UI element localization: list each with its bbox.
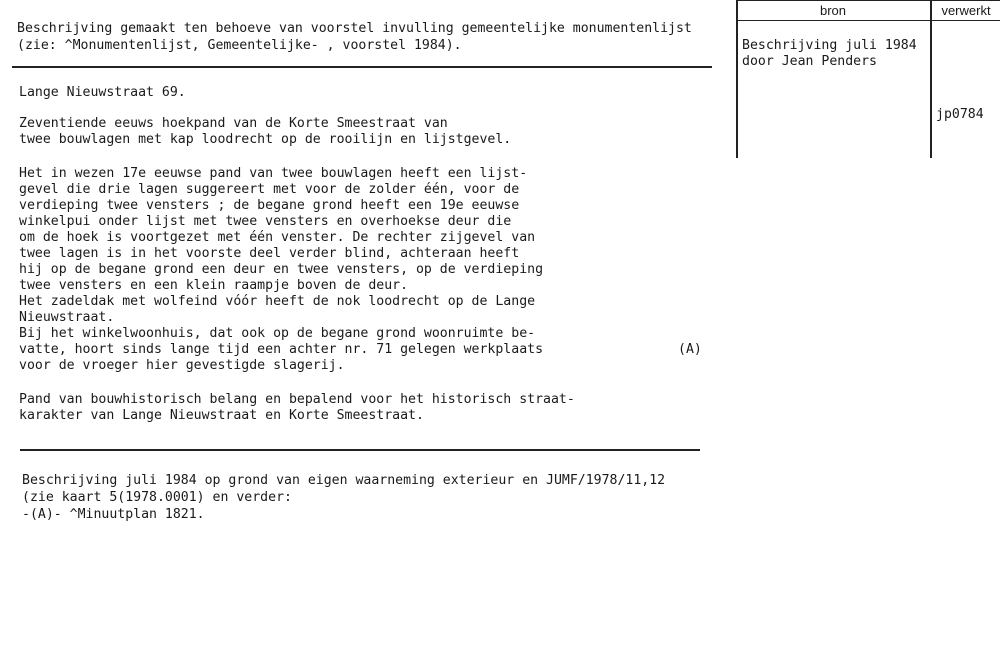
description-line-9: Het zadeldak met wolfeind vóór heeft de nok loodrecht op de Lange	[19, 294, 536, 309]
side-table-top-border	[736, 0, 1000, 1]
bron-line-2: door Jean Penders	[742, 54, 877, 69]
conclusion-line-1: Pand van bouwhistorisch belang en bepalend voor het historisch straat-	[19, 392, 575, 407]
footer-line-1: Beschrijving juli 1984 op grond van eigen waarneming exterieur en JUMF/1978/11,12	[22, 473, 666, 488]
bron-column-header: bron	[819, 3, 847, 18]
description-line-11: Bij het winkelwoonhuis, dat ook op de begane grond woonruimte be-	[19, 326, 536, 341]
intro-line-1: Zeventiende eeuws hoekpand van de Korte Smeestraat van	[19, 116, 448, 131]
verwerkt-column-header: verwerkt	[941, 3, 991, 18]
footer-divider	[20, 449, 700, 451]
description-line-10: Nieuwstraat.	[19, 310, 115, 325]
description-line-6: twee lagen is in het voorste deel verder blind, achteraan heeft	[19, 246, 520, 261]
side-table-column-divider	[930, 0, 932, 158]
address-line: Lange Nieuwstraat 69.	[19, 85, 186, 100]
verwerkt-code: jp0784	[936, 107, 984, 122]
description-line-2: gevel die drie lagen suggereert met voor de zolder één, voor de	[19, 182, 520, 197]
header-line-1: Beschrijving gemaakt ten behoeve van voorstel invulling gemeentelijke monumentenlijst	[17, 21, 692, 36]
header-divider	[12, 66, 712, 68]
side-table-left-border	[736, 0, 738, 158]
description-line-13: voor de vroeger hier gevestigde slagerij.	[19, 358, 345, 373]
bron-line-1: Beschrijving juli 1984	[742, 38, 917, 53]
description-line-1: Het in wezen 17e eeuwse pand van twee bouwlagen heeft een lijst-	[19, 166, 528, 181]
annotation-marker: (A)	[678, 342, 702, 357]
intro-line-2: twee bouwlagen met kap loodrecht op de rooilijn en lijstgevel.	[19, 132, 512, 147]
side-table-header-divider	[736, 20, 1000, 21]
header-line-2: (zie: ^Monumentenlijst, Gemeentelijke- , voorstel 1984).	[17, 38, 462, 53]
conclusion-line-2: karakter van Lange Nieuwstraat en Korte Smeestraat.	[19, 408, 424, 423]
footer-line-2: (zie kaart 5(1978.0001) en verder:	[22, 490, 292, 505]
description-line-12: vatte, hoort sinds lange tijd een achter nr. 71 gelegen werkplaats	[19, 342, 544, 357]
footer-line-3: -(A)- ^Minuutplan 1821.	[22, 507, 205, 522]
description-line-3: verdieping twee vensters ; de begane grond heeft een 19e eeuwse	[19, 198, 520, 213]
description-line-8: twee vensters en een klein raampje boven de deur.	[19, 278, 409, 293]
description-line-7: hij op de begane grond een deur en twee vensters, op de verdieping	[19, 262, 544, 277]
description-line-4: winkelpui onder lijst met twee vensters en overhoekse deur die	[19, 214, 512, 229]
description-line-5: om de hoek is voortgezet met één venster. De rechter zijgevel van	[19, 230, 536, 245]
